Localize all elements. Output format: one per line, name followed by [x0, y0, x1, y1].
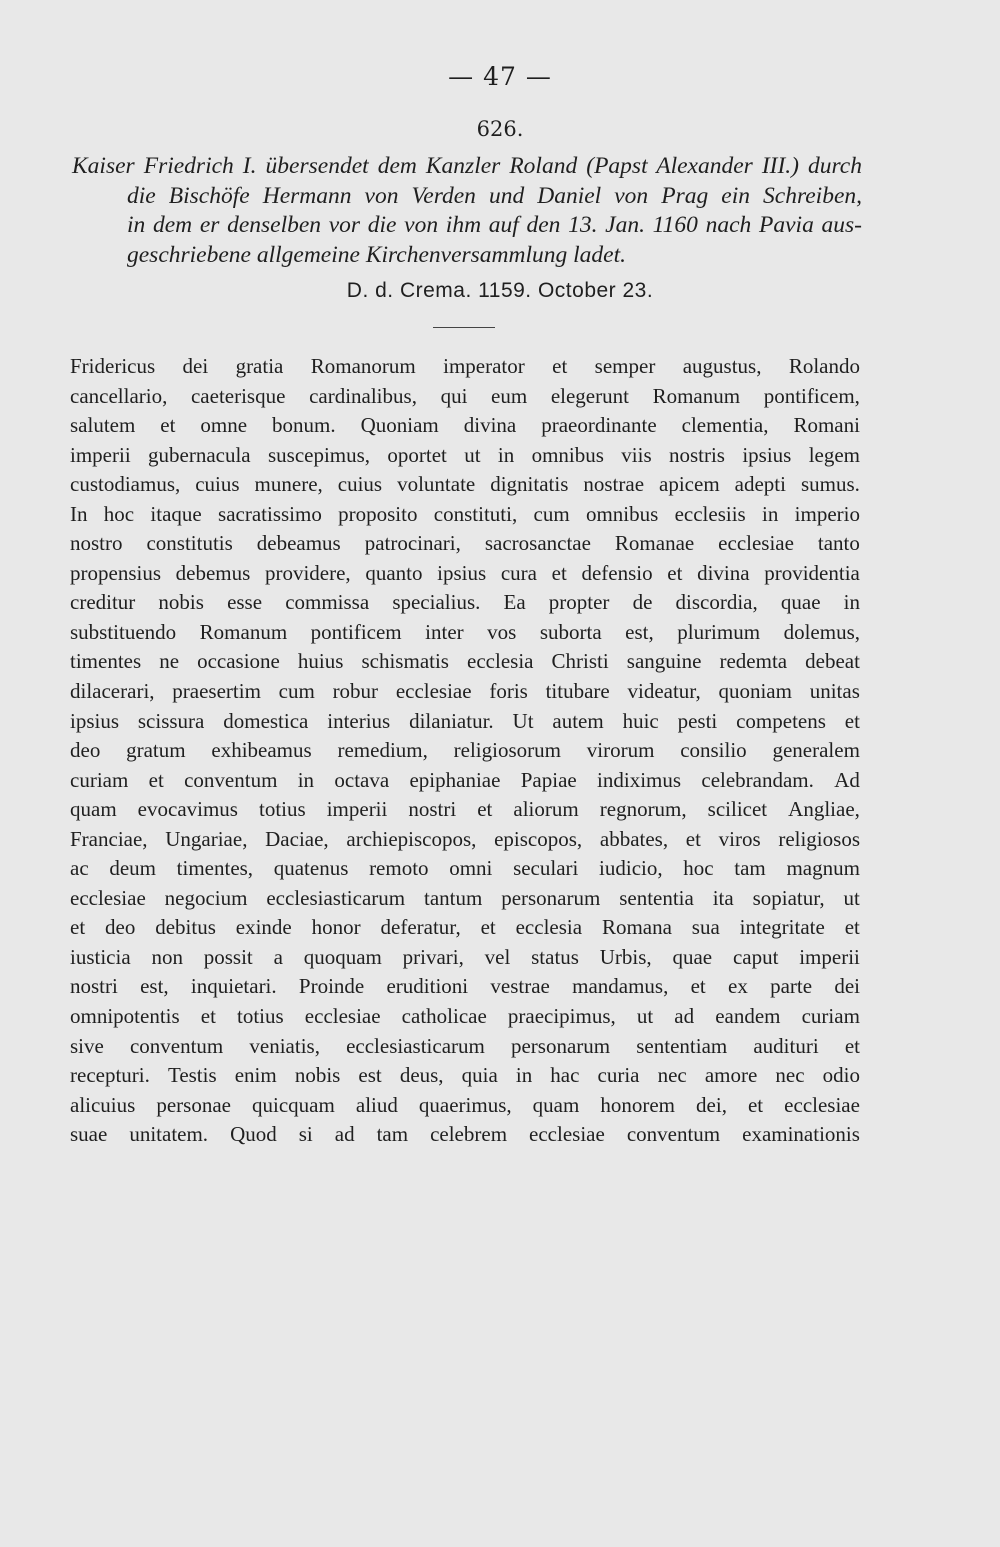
body-line: creditur nobis esse commissa specialius. Ea propter de discordia, quae in [70, 590, 860, 615]
body-line: imperii gubernacula suscepimus, oportet ut in omnibus viis nostris ipsius legem [70, 442, 860, 467]
body-line: salutem et omne bonum. Quoniam divina praeordinante clementia, Romani [70, 413, 860, 438]
body-line: curiam et conventum in octava epiphaniae Papiae indiximus celebrandam. Ad [70, 767, 860, 792]
dateline: D. d. Crema. 1159. October 23. [346, 279, 654, 302]
body-line: In hoc itaque sacratissimo proposito constituti, cum omnibus ecclesiis in imperio [70, 501, 860, 526]
body-line: propensius debemus providere, quanto ipsius cura et defensio et divina providentia [70, 560, 860, 585]
body-line: deo gratum exhibeamus remedium, religiosorum virorum consilio generalem [70, 738, 860, 763]
body-line: dilacerari, praesertim cum robur ecclesiae foris titubare videatur, quoniam unitas [70, 679, 860, 704]
body-line: Franciae, Ungariae, Daciae, archiepiscopos, episcopos, abbates, et viros religiosos [70, 826, 860, 851]
body-line: substituendo Romanum pontificem inter vos suborta est, plurimum dolemus, [70, 619, 860, 644]
summary-line: Kaiser Friedrich I. übersendet dem Kanzler Roland (Papst Alexander III.) durch [72, 153, 862, 179]
body-line: sive conventum veniatis, ecclesiasticarum personarum sententiam audituri et [70, 1033, 860, 1058]
document-number: 626. [476, 117, 524, 141]
body-line: nostri est, inquietari. Proinde eruditioni vestrae mandamus, et ex parte dei [70, 974, 860, 999]
body-line: ipsius scissura domestica interius dilaniatur. Ut autem huic pesti competens et [70, 708, 860, 733]
body-line: et deo debitus exinde honor deferatur, et ecclesia Romana sua integritate et [70, 915, 860, 940]
body-line: timentes ne occasione huius schismatis ecclesia Christi sanguine redemta debeat [70, 649, 860, 674]
body-line: iusticia non possit a quoquam privari, vel status Urbis, quae caput imperii [70, 944, 860, 969]
summary-line: die Bischöfe Hermann von Verden und Daniel von Prag ein Schreiben, [127, 182, 862, 209]
body-line: ecclesiae negocium ecclesiasticarum tantum personarum sententia ita sopiatur, ut [70, 885, 860, 910]
page-number: — 47 — [448, 62, 552, 91]
body-line: nostro constitutis debeamus patrocinari, sacrosanctae Romanae ecclesiae tanto [70, 531, 860, 556]
body-line: quam evocavimus totius imperii nostri et aliorum regnorum, scilicet Angliae, [70, 797, 860, 822]
body-line: Fridericus dei gratia Romanorum imperator et semper augustus, Rolando [70, 354, 860, 378]
body-line: ac deum timentes, quatenus remoto omni seculari iudicio, hoc tam magnum [70, 856, 860, 881]
letter-body [70, 352, 860, 1150]
summary-line: in dem er denselben vor die von ihm auf den 13. Jan. 1160 nach Pavia aus- [127, 212, 862, 238]
body-line: cancellario, caeterisque cardinalibus, qui eum elegerunt Romanum pontificem, [70, 383, 860, 408]
document-summary [72, 152, 862, 270]
body-line: omnipotentis et totius ecclesiae catholicae praecipimus, ut ad eandem curiam [70, 1004, 860, 1029]
body-line: suae unitatem. Quod si ad tam celebrem ecclesiae conventum examinationis [70, 1122, 860, 1147]
body-line: alicuius personae quicquam aliud quaerimus, quam honorem dei, et ecclesiae [70, 1092, 860, 1117]
body-line: custodiamus, cuius munere, cuius voluntate dignitatis nostrae apicem adepti sumus. [70, 472, 860, 497]
summary-line: geschriebene allgemeine Kirchenversammlung ladet. [127, 241, 627, 268]
body-line: recepturi. Testis enim nobis est deus, quia in hac curia nec amore nec odio [70, 1063, 860, 1088]
separator-rule [433, 327, 495, 328]
